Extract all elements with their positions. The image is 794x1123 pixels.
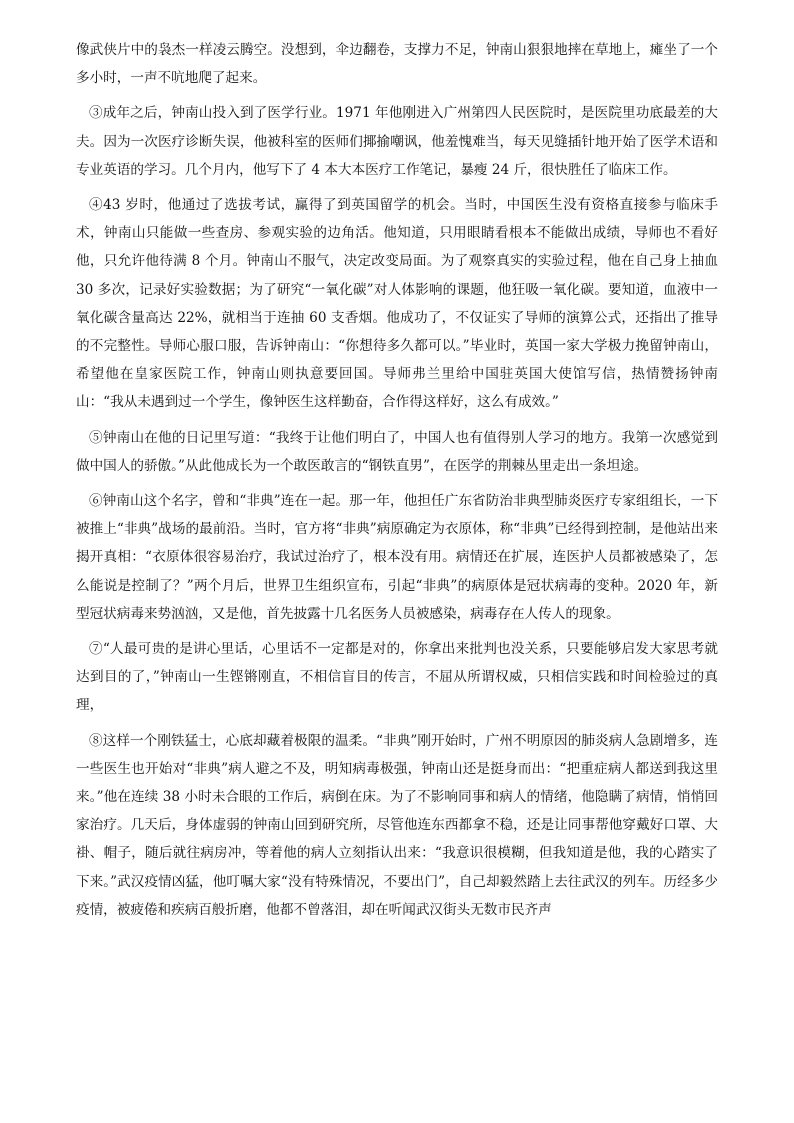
paragraph-8: ⑧这样一个刚铁猛士，心底却藏着极限的温柔。“非典”刚开始时，广州不明原因的肺炎病人急剧增多，连一些医生也开始对“非典”病人避之不及，明知病毒极强，钟南山还是挺身而出：“把重症病人都送到我这里来。”他在连续 38 小时未合眼的工作后，病倒在床。为了不影响同事和病人的情绪，他隐瞒了病情，悄悄回家治疗。几天后，身体虚弱的钟南山回到研究所，尽管他连东西都拿不稳，还是让同事帮他穿戴好口罩、大褂、帽子，随后就往病房冲，等着他的病人立刻指认出来：“我意识很模糊，但我知道是他，我的心踏实了下来。”武汉疫情凶猛，他叮嘱大家“没有特殊情况，不要出门”，自己却毅然踏上去往武汉的列车。历经多少疫情，被疲倦和疾病百般折磨，他都不曾落泪，却在听闻武汉街头无数市民齐声: [76, 732, 718, 918]
paragraph-6: ⑥钟南山这个名字，曾和“非典”连在一起。那一年，他担任广东省防治非典型肺炎医疗专家组组长，一下被推上“非典”战场的最前沿。当时，官方将“非典”病原确定为衣原体，称“非典”已经得到控制，是他站出来揭开真相：“衣原体很容易治疗，我试过治疗了，根本没有用。病情还在扩展，连医护人员都被感染了，怎么能说是控制了？”两个月后，世界卫生组织宣布，引起“非典”的病原体是冠状病毒的变种。2020 年，新型冠状病毒来势汹汹，又是他，首先披露十几名医务人员被感染，病毒存在人传人的现象。: [76, 493, 718, 622]
paragraph-4: ④43 岁时，他通过了选拔考试，赢得了到英国留学的机会。当时，中国医生没有资格直接参与临床手术，钟南山只能做一些查房、参观实验的边角活。他知道，只用眼睛看根本不能做出成绩，导师也不看好他，只允许他待满 8 个月。钟南山不服气，决定改变局面。为了观察真实的实验过程，他在自己身上抽血 30 多次，记录好实验数据；为了研究“一氧化碳”对人体影响的课题，他狂吸一氧化碳。要知道，血液中一氧化碳含量高达 22%，就相当于连抽 60 支香烟。他成功了，不仅证实了导师的演算公式，还指出了推导的不完整性。导师心服口服，告诉钟南山：“你想待多久都可以。”毕业时，英国一家大学极力挽留钟南山，希望他在皇家医院工作，钟南山则执意要回国。导师弗兰里给中国驻英国大使馆写信，热情赞扬钟南山：“我从未遇到过一个学生，像钟医生这样勤奋，合作得这样好，这么有成效。”: [76, 197, 718, 411]
paragraph-continuation: 像武侠片中的袅杰一样凌云腾空。没想到，伞边翻卷，支撑力不足，钟南山狠狠地摔在草地上，瘫坐了一个多小时，一声不吭地爬了起来。: [76, 42, 718, 87]
paragraph-7: ⑦“人最可贵的是讲心里话，心里话不一定都是对的，你拿出来批判也没关系，只要能够启发大家思考就达到目的了，”钟南山一生铿锵刚直，不相信盲目的传言，不屈从所谓权威，只相信实践和时间检验过的真理，: [76, 641, 718, 714]
paragraph-3: ③成年之后，钟南山投入到了医学行业。1971 年他刚进入广州第四人民医院时，是医院里功底最差的大夫。因为一次医疗诊断失误，他被科室的医师们揶揄嘲讽，他羞愧难当，每天见缝插针地开始了医学术语和专业英语的学习。几个月内，他写下了 4 本大本医疗工作笔记，暴瘦 24 斤，很快胜任了临床工作。: [76, 105, 718, 178]
paragraph-5: ⑤钟南山在他的日记里写道：“我终于让他们明白了，中国人也有值得别人学习的地方。我第一次感觉到做中国人的骄傲。”从此他成长为一个敢医敢言的“钢铁直男”，在医学的荆棘丛里走出一条坦途。: [76, 429, 718, 474]
